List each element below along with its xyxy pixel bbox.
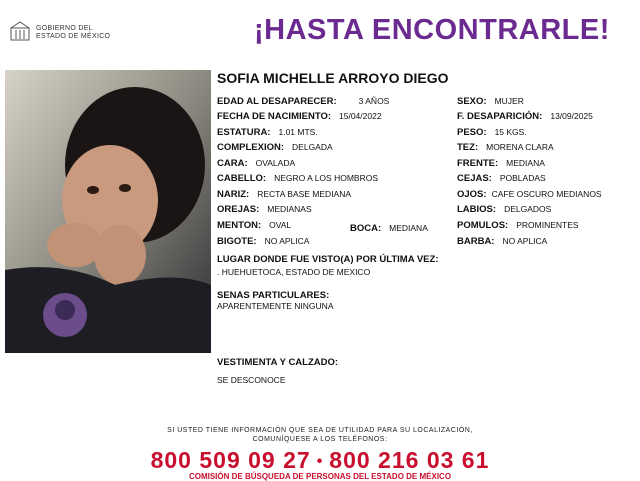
separator-dot: •	[316, 452, 324, 470]
field-label: CEJAS:	[457, 173, 492, 184]
field-value: NO APLICA	[502, 236, 548, 246]
field-chin	[217, 220, 291, 231]
field-nose	[217, 189, 351, 200]
field-birthdate	[217, 111, 382, 122]
field-label: F. DESAPARICIÓN:	[457, 111, 543, 122]
field-value: OVALADA	[255, 158, 296, 168]
field-label: PESO:	[457, 127, 487, 138]
field-value: PROMINENTES	[516, 220, 579, 230]
field-label: FECHA DE NACIMIENTO:	[217, 111, 331, 122]
phone-numbers	[0, 447, 640, 474]
field-label: CABELLO:	[217, 173, 267, 184]
field-mouth	[350, 223, 428, 234]
missing-person-photo	[5, 70, 211, 353]
field-value: MEDIANA	[506, 158, 545, 168]
field-value: MEDIANA	[389, 223, 428, 233]
field-ears	[217, 204, 312, 215]
field-value: 1.01 MTS.	[278, 127, 318, 137]
field-face	[217, 158, 295, 169]
field-height	[217, 127, 318, 138]
field-label: EDAD AL DESAPARECER:	[217, 96, 337, 107]
field-label: CARA:	[217, 158, 248, 169]
field-value: DELGADA	[292, 142, 333, 152]
logo-line-2: ESTADO DE MÉXICO	[36, 33, 111, 40]
field-disappearance-date	[457, 111, 593, 122]
field-value: CAFE OSCURO MEDIANOS	[491, 189, 602, 199]
field-label: POMULOS:	[457, 220, 509, 231]
government-name	[36, 25, 110, 41]
field-value: 15/04/2022	[339, 111, 382, 121]
phone-number-2[interactable]: 800 216 03 61	[329, 447, 490, 473]
field-label: SEXO:	[457, 96, 487, 107]
field-label: MENTON:	[217, 220, 262, 231]
last-seen-label: LUGAR DONDE FUE VISTO(A) POR ÚLTIMA VEZ:	[217, 254, 439, 265]
field-hair	[217, 173, 378, 184]
field-value: POBLADAS	[499, 173, 546, 183]
field-value: OVAL	[269, 220, 292, 230]
field-label: OREJAS:	[217, 204, 260, 215]
field-label: COMPLEXION:	[217, 142, 285, 153]
info-note-line-2: COMUNÍQUESE A LOS TELÉFONOS:	[252, 436, 388, 443]
field-label: BARBA:	[457, 236, 495, 247]
field-forehead	[457, 158, 545, 169]
field-lips	[457, 204, 551, 215]
field-complexion	[457, 142, 554, 153]
field-value: 3 AÑOS	[358, 96, 390, 106]
field-label: NARIZ:	[217, 189, 250, 200]
field-label: BOCA:	[350, 223, 382, 234]
field-sex	[457, 96, 524, 107]
field-value: 15 KGS.	[494, 127, 527, 137]
particulars-label: SENAS PARTICULARES:	[217, 290, 330, 301]
person-name: SOFIA MICHELLE ARROYO DIEGO	[217, 70, 449, 86]
field-value: NEGRO A LOS HOMBROS	[274, 173, 378, 183]
clothing-value: SE DESCONOCE	[217, 375, 286, 385]
last-seen-value: . HUEHUETOCA, ESTADO DE MEXICO	[217, 267, 371, 277]
logo-line-1: GOBIERNO DEL	[36, 25, 93, 32]
phone-number-1[interactable]: 800 509 09 27	[150, 447, 311, 473]
commission-name: COMISIÓN DE BÚSQUEDA DE PERSONAS DEL ESTADO DE MÉXICO	[188, 472, 452, 481]
field-cheekbones	[457, 220, 579, 231]
field-build	[217, 142, 333, 153]
field-label: FRENTE:	[457, 158, 499, 169]
field-age	[217, 96, 389, 107]
field-label: ESTATURA:	[217, 127, 271, 138]
field-label: LABIOS:	[457, 204, 497, 215]
field-eyebrows	[457, 173, 546, 184]
field-value: RECTA BASE MEDIANA	[257, 189, 352, 199]
field-label: BIGOTE:	[217, 236, 257, 247]
field-label: TEZ:	[457, 142, 479, 153]
headline: ¡HASTA ENCONTRARLE!	[254, 14, 610, 46]
particulars-value: APARENTEMENTE NINGUNA	[217, 301, 334, 311]
field-label: OJOS:	[457, 189, 487, 200]
field-value: NO APLICA	[264, 236, 310, 246]
coat-of-arms-icon	[8, 20, 32, 42]
field-weight	[457, 127, 527, 138]
field-value: MORENA CLARA	[486, 142, 554, 152]
field-value: MEDIANAS	[267, 204, 312, 214]
info-note-line-1: SI USTED TIENE INFORMACIÓN QUE SEA DE UTILIDAD PARA SU LOCALIZACIÓN,	[167, 427, 473, 434]
field-value: MUJER	[494, 96, 524, 106]
field-mustache	[217, 236, 309, 247]
clothing-label: VESTIMENTA Y CALZADO:	[217, 357, 339, 368]
field-eyes	[457, 189, 602, 200]
field-value: 13/09/2025	[550, 111, 593, 121]
field-value: DELGADOS	[504, 204, 552, 214]
field-beard	[457, 236, 547, 247]
